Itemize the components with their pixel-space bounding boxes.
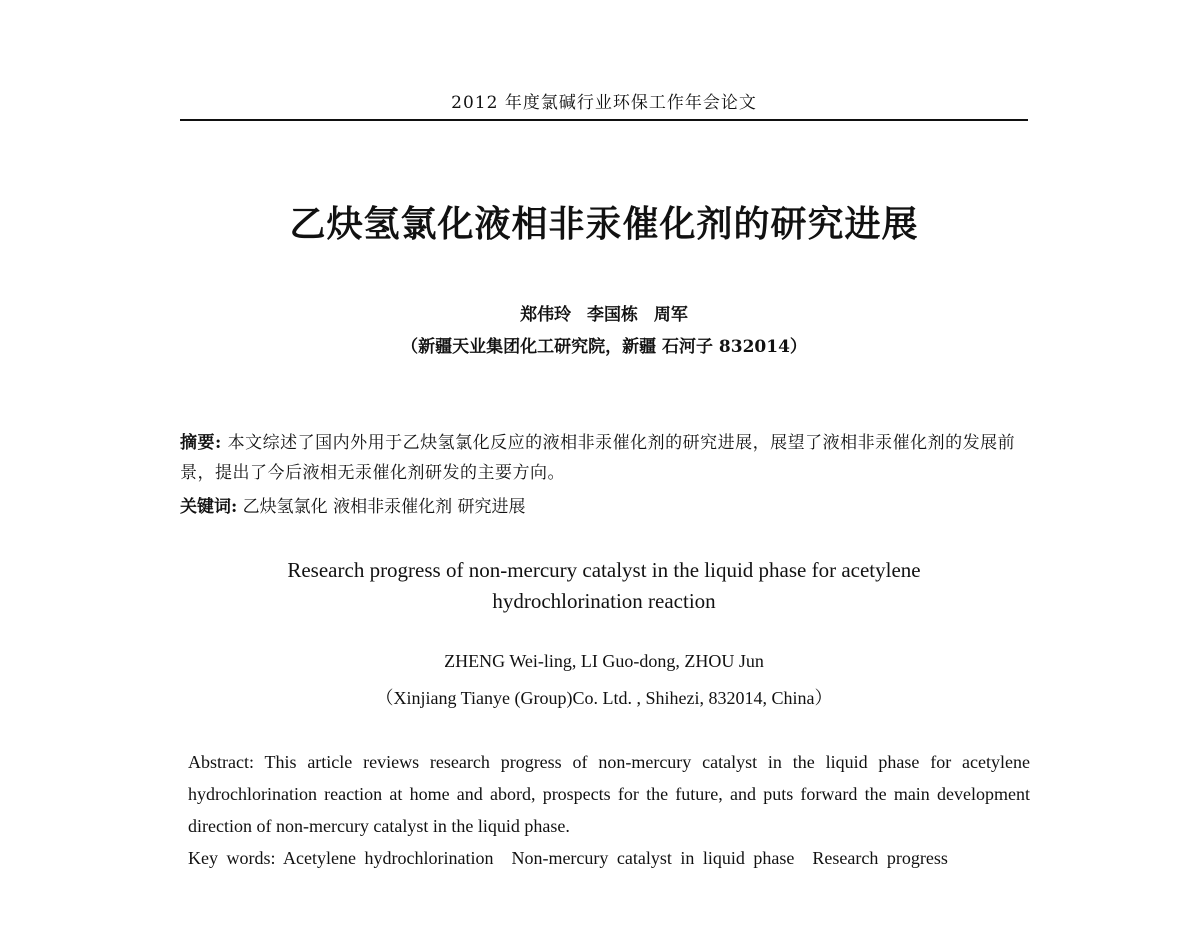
paper-title-en bbox=[180, 555, 1028, 617]
authors-cn: 郑伟玲 李国栋 周军 bbox=[520, 305, 688, 325]
keywords-cn bbox=[180, 492, 1028, 522]
keywords-en-label: Key words: bbox=[188, 848, 276, 868]
abstract-en-text: This article reviews research progress of non-mercury catalyst in the liquid phase for acetylene hydrochlorination reaction at home and abord, prospects for the future, and puts forward the main development direction of non-mercury catalyst in the liquid phase. bbox=[188, 752, 1030, 836]
affiliation-en: （Xinjiang Tianye (Group)Co. Ltd. , Shihezi, 832014, China） bbox=[375, 688, 833, 708]
keyword-en-3: Research progress bbox=[812, 848, 948, 868]
paper-title-cn: 乙炔氢氯化液相非汞催化剂的研究进展 bbox=[289, 204, 919, 245]
abstract-cn-label: 摘要: bbox=[180, 433, 222, 453]
keywords-cn-label: 关键词: bbox=[180, 497, 238, 517]
header-rule bbox=[180, 119, 1028, 121]
abstract-en-label: Abstract: bbox=[188, 752, 254, 772]
paper-title-en-line2: hydrochlorination reaction bbox=[492, 589, 716, 613]
paper-title-en-line1: Research progress of non-mercury catalyst in the liquid phase for acetylene bbox=[287, 558, 921, 582]
running-title: 2012 年度氯碱行业环保工作年会论文 bbox=[451, 93, 757, 113]
keyword-en-1: Acetylene hydrochlorination bbox=[283, 848, 494, 868]
keyword-en-2: Non-mercury catalyst in liquid phase bbox=[511, 848, 795, 868]
authors-en: ZHENG Wei-ling, LI Guo-dong, ZHOU Jun bbox=[444, 651, 764, 671]
affiliation-cn: （新疆天业集团化工研究院，新疆 石河子 832014） bbox=[401, 337, 807, 357]
abstract-cn bbox=[180, 428, 1028, 488]
keywords-cn-text: 乙炔氢氯化 液相非汞催化剂 研究进展 bbox=[237, 497, 526, 517]
keywords-en bbox=[188, 842, 1030, 874]
abstract-cn-text: 本文综述了国内外用于乙炔氢氯化反应的液相非汞催化剂的研究进展，展望了液相非汞催化剂的发展前景，提出了今后液相无汞催化剂研发的主要方向。 bbox=[180, 433, 1016, 483]
abstract-en bbox=[188, 746, 1030, 842]
